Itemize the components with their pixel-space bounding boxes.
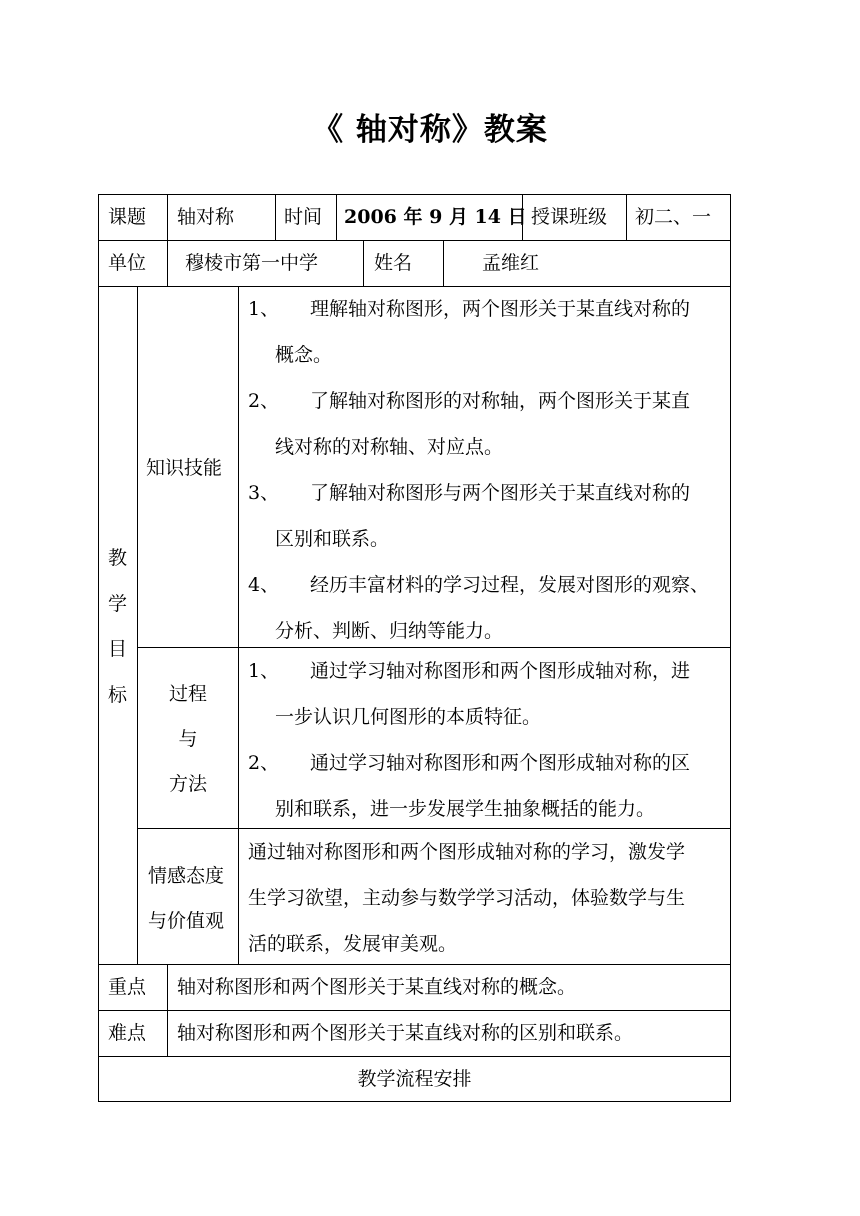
table-col-divider: [137, 286, 138, 964]
objectives-label-char: 教: [108, 547, 128, 569]
table-border-top: [98, 194, 731, 195]
objectives-label-char: 学: [108, 593, 128, 615]
list-item: 2、 通过学习轴对称图形和两个图形成轴对称的区: [248, 752, 691, 774]
objectives-label-char: 标: [108, 684, 128, 706]
table-col-divider: [363, 240, 364, 286]
table-border-right: [730, 194, 731, 1102]
list-item: 2、 了解轴对称图形的对称轴，两个图形关于某直: [248, 390, 691, 412]
objectives-label-char: 目: [108, 638, 128, 660]
time-value: 2006 年 9 月 14 日: [344, 206, 527, 228]
class-value: 初二、一: [635, 206, 712, 228]
text-line: 通过轴对称图形和两个图形成轴对称的学习，激发学: [248, 841, 686, 863]
document-title: 《 轴对称》教案: [312, 112, 548, 148]
name-value: 孟维红: [482, 252, 540, 274]
table-col-divider: [336, 194, 337, 240]
table-border-bottom: [98, 1101, 731, 1102]
process-label-line: 过程: [168, 683, 207, 705]
key-point-label: 重点: [108, 976, 147, 998]
unit-label: 单位: [108, 252, 147, 274]
table-row-divider: [98, 1010, 731, 1011]
knowledge-list: [248, 286, 709, 654]
emotion-label-line: 情感态度: [148, 865, 225, 887]
process-label-line: 方法: [168, 773, 207, 795]
list-item-continuation: 线对称的对称轴、对应点。: [275, 436, 504, 458]
flow-heading: 教学流程安排: [357, 1068, 472, 1090]
subject-value: 轴对称: [177, 206, 235, 228]
list-item-continuation: 区别和联系。: [275, 528, 390, 550]
name-label: 姓名: [374, 252, 413, 274]
table-col-divider: [443, 240, 444, 286]
text-line: 生学习欲望，主动参与数学学习活动，体验数学与生: [248, 887, 686, 909]
time-label: 时间: [284, 206, 323, 228]
process-label-line: 与: [178, 728, 198, 750]
list-item: 1、 理解轴对称图形，两个图形关于某直线对称的: [248, 298, 691, 320]
table-col-divider: [167, 194, 168, 240]
list-item-continuation: 分析、判断、归纳等能力。: [275, 620, 504, 642]
table-row-divider: [98, 240, 731, 241]
table-col-divider: [626, 194, 627, 240]
table-col-divider: [275, 194, 276, 240]
list-item: 4、 经历丰富材料的学习过程，发展对图形的观察、: [248, 574, 710, 596]
subject-label: 课题: [108, 206, 147, 228]
knowledge-label: 知识技能: [146, 457, 223, 479]
table-row-divider: [98, 1056, 731, 1057]
unit-value: 穆棱市第一中学: [185, 252, 319, 274]
list-item: 3、 了解轴对称图形与两个图形关于某直线对称的: [248, 482, 691, 504]
text-line: 活的联系，发展审美观。: [248, 933, 458, 955]
list-item-continuation: 别和联系，进一步发展学生抽象概括的能力。: [275, 798, 656, 820]
table-border-left: [98, 194, 99, 1102]
class-label: 授课班级: [531, 206, 608, 228]
table-col-divider: [167, 964, 168, 1056]
table-col-divider: [238, 286, 239, 964]
emotion-text: [248, 829, 685, 967]
difficult-point-label: 难点: [108, 1022, 147, 1044]
list-item-continuation: 概念。: [275, 344, 333, 366]
list-item-continuation: 一步认识几何图形的本质特征。: [275, 706, 542, 728]
process-list: [248, 648, 690, 832]
difficult-point-text: 轴对称图形和两个图形关于某直线对称的区别和联系。: [177, 1022, 634, 1044]
key-point-text: 轴对称图形和两个图形关于某直线对称的概念。: [177, 976, 577, 998]
list-item: 1、 通过学习轴对称图形和两个图形成轴对称，进: [248, 660, 691, 682]
emotion-label-line: 与价值观: [148, 910, 225, 932]
table-col-divider: [167, 240, 168, 286]
